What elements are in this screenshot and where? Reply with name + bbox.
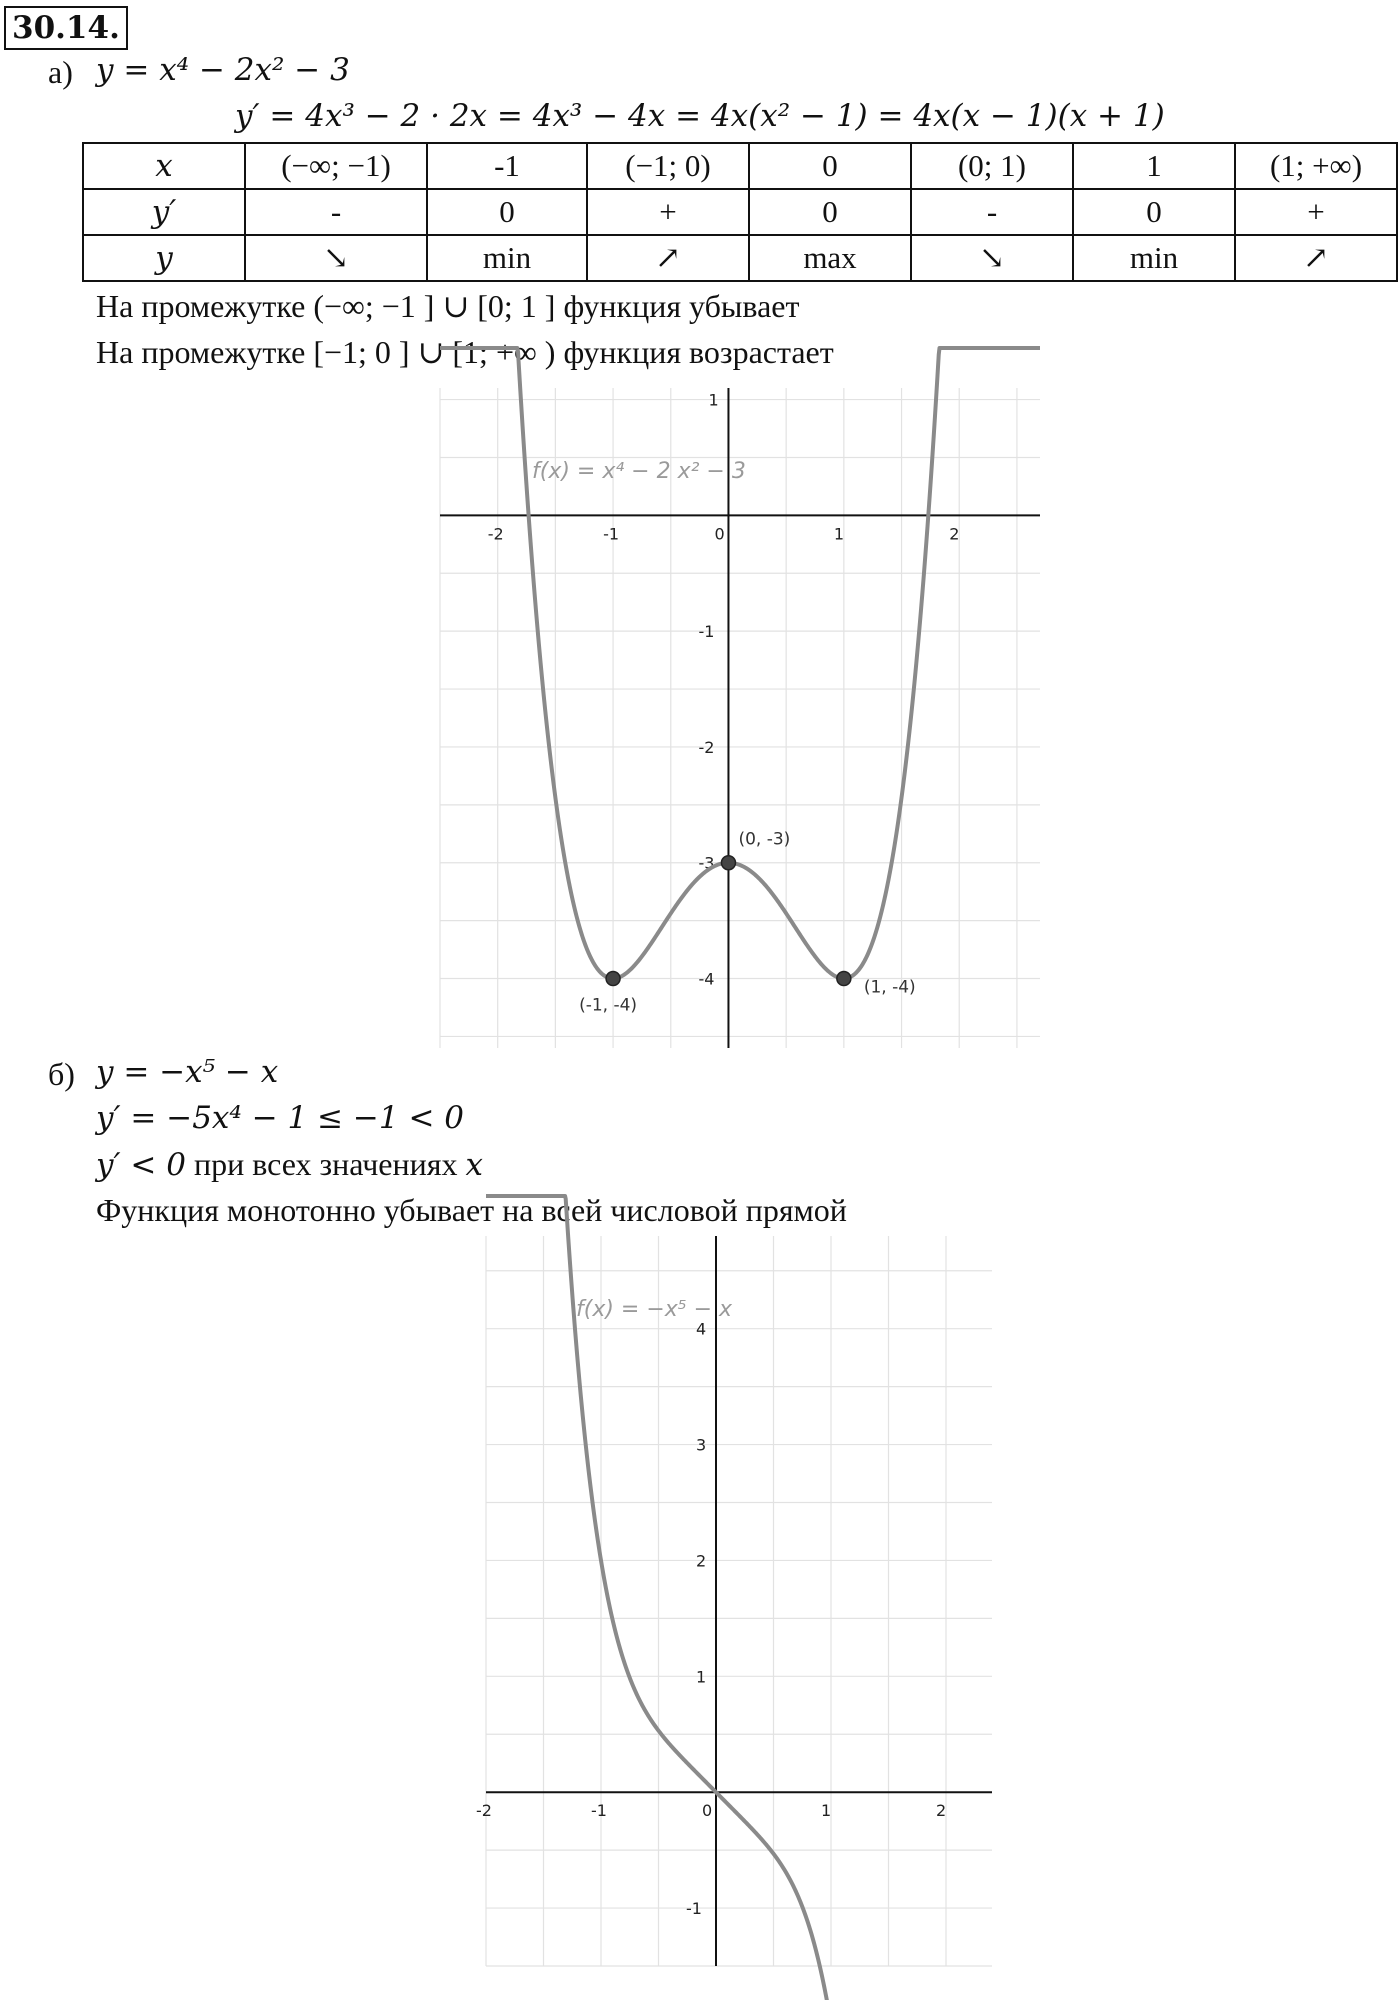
table-cell: - <box>245 189 427 235</box>
part-a-label: а) <box>48 54 73 90</box>
table-cell: min <box>427 235 587 281</box>
problem-number: 30.14. <box>4 6 128 50</box>
y-tick-label: -2 <box>698 737 715 757</box>
table-cell: ↘ <box>245 235 427 281</box>
table-cell: 0 <box>1073 189 1235 235</box>
table-cell: 0 <box>749 189 911 235</box>
x-tick-label: -2 <box>487 524 504 544</box>
table-row-function <box>83 235 1397 281</box>
y-tick-label: 3 <box>696 1435 707 1455</box>
y-tick-label: 1 <box>696 1667 707 1687</box>
sign-statement-var: x <box>465 1147 483 1183</box>
graph-part-a <box>440 388 1040 1048</box>
x-tick-label: 2 <box>936 1801 947 1821</box>
graph-part-b <box>476 1236 992 1966</box>
table-cell: ↗ <box>1235 235 1397 281</box>
sign-table <box>82 142 1398 282</box>
extremum-point <box>606 972 620 986</box>
y-tick-label: -1 <box>698 622 715 642</box>
part-b-sign-statement <box>96 1144 483 1185</box>
part-b-function: y = −x⁵ − x <box>96 1054 279 1090</box>
extremum-point <box>837 972 851 986</box>
part-a-function: y = x⁴ − 2x² − 3 <box>96 52 350 88</box>
sign-statement-text: при всех значениях <box>185 1146 466 1182</box>
decreasing-statement: На промежутке (−∞; −1 ] ∪ [0; 1 ] функция убывает <box>96 288 800 324</box>
part-a-derivative: y′ = 4x³ − 2 · 2x = 4x³ − 4x = 4x(x² − 1) = 4x(x − 1)(x + 1) <box>235 98 1165 134</box>
function-formula-label: f(x) = x⁴ − 2 x² − 3 <box>532 459 746 484</box>
table-cell: min <box>1073 235 1235 281</box>
table-cell: y <box>83 235 245 281</box>
x-tick-label: 0 <box>702 1801 713 1821</box>
sign-statement-math: y′ < 0 <box>96 1147 186 1183</box>
part-b-conclusion: Функция монотонно убывает на всей числовой прямой <box>96 1192 847 1228</box>
y-tick-label: -3 <box>698 853 715 873</box>
x-tick-label: 0 <box>714 524 725 544</box>
table-row-derivative <box>83 189 1397 235</box>
y-tick-label: 4 <box>696 1319 707 1339</box>
table-cell: ↗ <box>587 235 749 281</box>
x-tick-label: -1 <box>591 1801 607 1821</box>
y-tick-label: -4 <box>698 969 715 989</box>
table-cell: (−∞; −1) <box>245 143 427 189</box>
point-label: (-1, -4) <box>579 995 638 1016</box>
x-tick-label: 2 <box>949 524 960 544</box>
y-tick-label: 2 <box>696 1551 707 1571</box>
function-curve <box>440 348 1040 979</box>
x-tick-label: 1 <box>821 1801 832 1821</box>
table-cell: + <box>587 189 749 235</box>
table-cell: (1; +∞) <box>1235 143 1397 189</box>
part-b-derivative: y′ = −5x⁴ − 1 ≤ −1 < 0 <box>96 1100 465 1136</box>
function-curve <box>486 1196 992 2000</box>
table-cell: max <box>749 235 911 281</box>
table-cell: 0 <box>427 189 587 235</box>
x-tick-label: -1 <box>603 524 620 544</box>
table-cell: 1 <box>1073 143 1235 189</box>
table-cell: (−1; 0) <box>587 143 749 189</box>
y-tick-label: 1 <box>708 390 719 410</box>
table-cell: x <box>83 143 245 189</box>
table-cell: 0 <box>749 143 911 189</box>
function-formula-label: f(x) = −x⁵ − x <box>576 1297 733 1322</box>
x-tick-label: 1 <box>833 524 845 544</box>
y-tick-label: -1 <box>686 1899 702 1919</box>
table-row-x <box>83 143 1397 189</box>
point-label: (1, -4) <box>863 977 916 998</box>
table-cell: + <box>1235 189 1397 235</box>
x-tick-label: -2 <box>476 1801 492 1821</box>
table-cell: y′ <box>83 189 245 235</box>
point-label: (0, -3) <box>738 829 791 850</box>
table-cell: - <box>911 189 1073 235</box>
table-cell: ↘ <box>911 235 1073 281</box>
extremum-point <box>721 856 735 870</box>
table-cell: -1 <box>427 143 587 189</box>
part-b-label: б) <box>48 1056 75 1092</box>
table-cell: (0; 1) <box>911 143 1073 189</box>
increasing-statement: На промежутке [−1; 0 ] ∪ [1; +∞ ) функция возрастает <box>96 334 834 370</box>
